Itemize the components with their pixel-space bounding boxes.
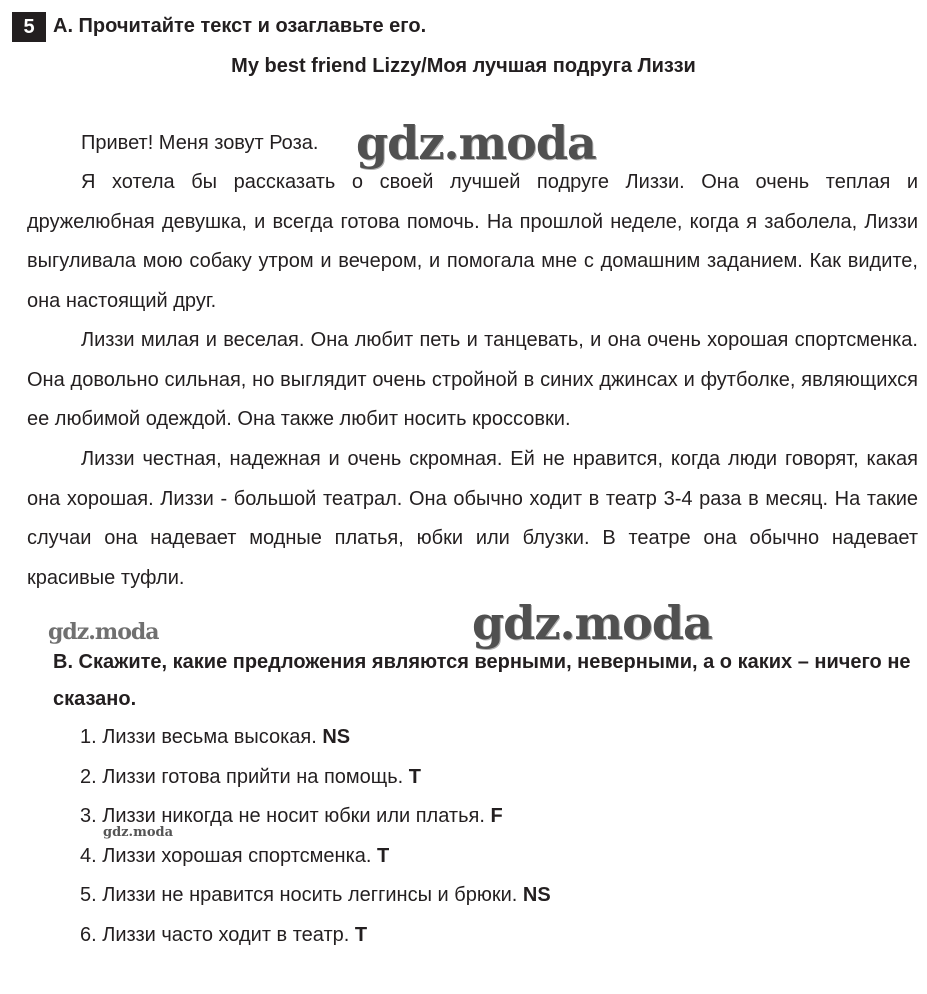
task-a-heading: A. Прочитайте текст и озаглавьте его. [53,15,427,37]
answer-item [80,876,551,916]
answer-item [80,718,551,758]
answer-mark: NS [322,726,351,748]
answer-text: 4. Лиззи хорошая спортсменка. [80,844,377,867]
answer-text: 1. Лиззи весьма высокая. [80,726,323,748]
answer-mark: NS [522,884,551,906]
text-title: My best friend Lizzy/Моя лучшая подруга Лиззи [231,55,696,77]
paragraph-friend-appearance: Лиззи милая и веселая. Она любит петь и танцевать, и она очень хорошая спортсменка. Она довольно сильная, но выглядит очень стройной в синих джинсах и футболке, являющихся ее любимой одеждой. Она также любит носить кроссовки. [27,329,918,430]
answer-text: 3. Лиззи никогда не носит юбки или платья. [80,805,491,827]
watermark-logo-small: gdz.moda [103,825,174,840]
answer-item [80,758,551,798]
paragraph-greeting: Привет! Меня зовут Роза. [81,132,319,154]
task-b-heading: B. Скажите, какие предложения являются верными, неверными, а о каких – ничего не сказано. [53,651,911,710]
answer-text: 5. Лиззи не нравится носить леггинсы и брюки. [80,884,523,906]
answer-item [80,916,551,956]
answer-mark: T [408,765,421,788]
watermark-logo-left: gdz.moda [48,619,159,645]
answer-text: 6. Лиззи часто ходит в театр. [80,923,355,946]
answer-mark: F [490,805,503,827]
paragraph-friend-character: Лиззи честная, надежная и очень скромная. Ей не нравится, когда люди говорят, какая она хорошая. Лиззи - большой театрал. Она обычно ходит в театр 3-4 раза в месяц. На такие случаи она надевает модные платья, юбки или блузки. В театре она обычно надевает красивые туфли. [27,448,918,589]
watermark-logo-secondary: gdz.moda [472,596,712,650]
answer-mark: T [377,844,390,867]
answer-item [80,837,551,877]
paragraph-friend-intro: Я хотела бы рассказать о своей лучшей подруге Лиззи. Она очень теплая и дружелюбная девушка, и всегда готова помочь. На прошлой неделе, когда я заболела, Лиззи выгуливала мою собаку утром и вечером, и помогала мне с домашним заданием. Как видите, она настоящий друг. [27,171,918,312]
answer-text: 2. Лиззи готова прийти на помощь. [80,765,409,788]
task-number-badge: 5 [12,12,46,42]
watermark-logo-main: gdz.moda [356,116,596,170]
answer-mark: T [354,923,368,946]
